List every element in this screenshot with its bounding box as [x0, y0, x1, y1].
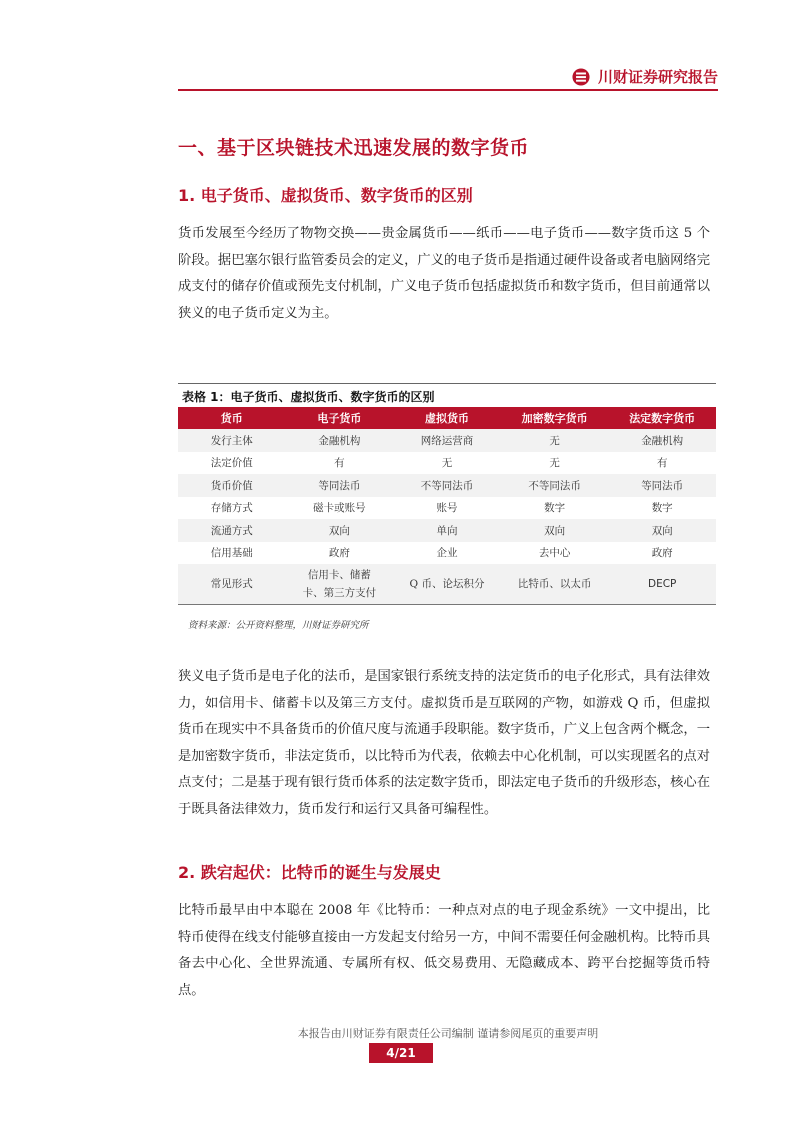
header-cell: 虚拟货币 — [393, 407, 501, 429]
table-cell: 等同法币 — [608, 474, 716, 497]
brand-name: 川财证券研究报告 — [597, 68, 718, 86]
table-cell: 数字 — [501, 497, 609, 520]
table-cell: 无 — [393, 452, 501, 475]
table-cell: Q 币、论坛积分 — [393, 564, 501, 605]
table-cell: 去中心 — [501, 542, 609, 565]
comparison-table — [178, 407, 716, 605]
row-label: 常见形式 — [178, 564, 286, 605]
table-cell: 无 — [501, 452, 609, 475]
table-cell: 不等同法币 — [393, 474, 501, 497]
table-title: 表格 1：电子货币、虚拟货币、数字货币的区别 — [178, 383, 716, 407]
header-cell: 货币 — [178, 407, 286, 429]
table-cell: 金融机构 — [608, 429, 716, 452]
header-cell: 电子货币 — [286, 407, 394, 429]
table-cell: 政府 — [608, 542, 716, 565]
table-source-note: 资料来源：公开资料整理，川财证券研究所 — [188, 620, 369, 631]
table-cell: 等同法币 — [286, 474, 394, 497]
brand — [572, 66, 718, 87]
table-row — [178, 452, 716, 475]
row-label: 流通方式 — [178, 519, 286, 542]
table-row — [178, 542, 716, 565]
table-cell: 信用卡、储蓄卡、第三方支付 — [286, 564, 394, 605]
table-cell: 双向 — [286, 519, 394, 542]
table-row — [178, 564, 716, 605]
footer-disclaimer: 本报告由川财证券有限责任公司编制 谨请参阅尾页的重要声明 — [297, 1027, 599, 1040]
table-cell: 不等同法币 — [501, 474, 609, 497]
table-cell: 网络运营商 — [393, 429, 501, 452]
row-label: 信用基础 — [178, 542, 286, 565]
table-cell: 双向 — [501, 519, 609, 542]
table-cell: DECP — [608, 564, 716, 605]
table-row — [178, 497, 716, 520]
header-cell: 法定数字货币 — [608, 407, 716, 429]
header-rule — [178, 89, 718, 91]
table-cell: 账号 — [393, 497, 501, 520]
subsection-title-2: 2. 跌宕起伏：比特币的诞生与发展史 — [178, 863, 441, 882]
row-label: 存储方式 — [178, 497, 286, 520]
table-cell: 双向 — [608, 519, 716, 542]
table-cell: 数字 — [608, 497, 716, 520]
paragraph-2: 狭义电子货币是电子化的法币，是国家银行系统支持的法定货币的电子化形式，具有法律效力，如信用卡、储蓄卡以及第三方支付。虚拟货币是互联网的产物，如游戏 Q 币，但虚拟货币在现实中不具备货币的价值尺度与流通手段职能。数字货币，广义上包含两个概念，一是加密数字货币，非法定货币，以比特币为代表，依赖去中心化机制，可以实现匿名的点对点支付；二是基于现有银行货币体系的法定数字货币，即法定电子货币的升级形态，核心在于既具备法律效力，货币发行和运行又具备可编程性。 — [178, 669, 710, 817]
row-label: 发行主体 — [178, 429, 286, 452]
brand-logo-icon — [572, 68, 590, 86]
row-label: 法定价值 — [178, 452, 286, 475]
subsection-title-1: 1. 电子货币、虚拟货币、数字货币的区别 — [178, 186, 473, 205]
page-header — [178, 58, 718, 88]
paragraph-1: 货币发展至今经历了物物交换——贵金属货币——纸币——电子货币——数字货币这 5 个阶段。据巴塞尔银行监管委员会的定义，广义的电子货币是指通过硬件设备或者电脑网络完成支付的储存价值或预先支付机制，广义电子货币包括虚拟货币和数字货币，但目前通常以狭义的电子货币定义为主。 — [178, 226, 710, 321]
header-cell: 加密数字货币 — [501, 407, 609, 429]
comparison-table-block — [178, 383, 716, 605]
table-cell: 政府 — [286, 542, 394, 565]
table-cell: 磁卡或账号 — [286, 497, 394, 520]
section-title: 一、基于区块链技术迅速发展的数字货币 — [178, 137, 530, 159]
table-cell: 金融机构 — [286, 429, 394, 452]
table-row — [178, 429, 716, 452]
page-number: 4/21 — [369, 1043, 433, 1063]
row-label: 货币价值 — [178, 474, 286, 497]
table-cell: 比特币、以太币 — [501, 564, 609, 605]
table-cell: 有 — [286, 452, 394, 475]
table-cell: 有 — [608, 452, 716, 475]
table-cell: 单向 — [393, 519, 501, 542]
table-cell: 企业 — [393, 542, 501, 565]
paragraph-3: 比特币最早由中本聪在 2008 年《比特币：一种点对点的电子现金系统》一文中提出，比特币使得在线支付能够直接由一方发起支付给另一方，中间不需要任何金融机构。比特币具备去中心化、全世界流通、专属所有权、低交易费用、无隐藏成本、跨平台挖掘等货币特点。 — [178, 903, 710, 998]
table-header-row — [178, 407, 716, 429]
table-row — [178, 474, 716, 497]
table-cell: 无 — [501, 429, 609, 452]
table-row — [178, 519, 716, 542]
